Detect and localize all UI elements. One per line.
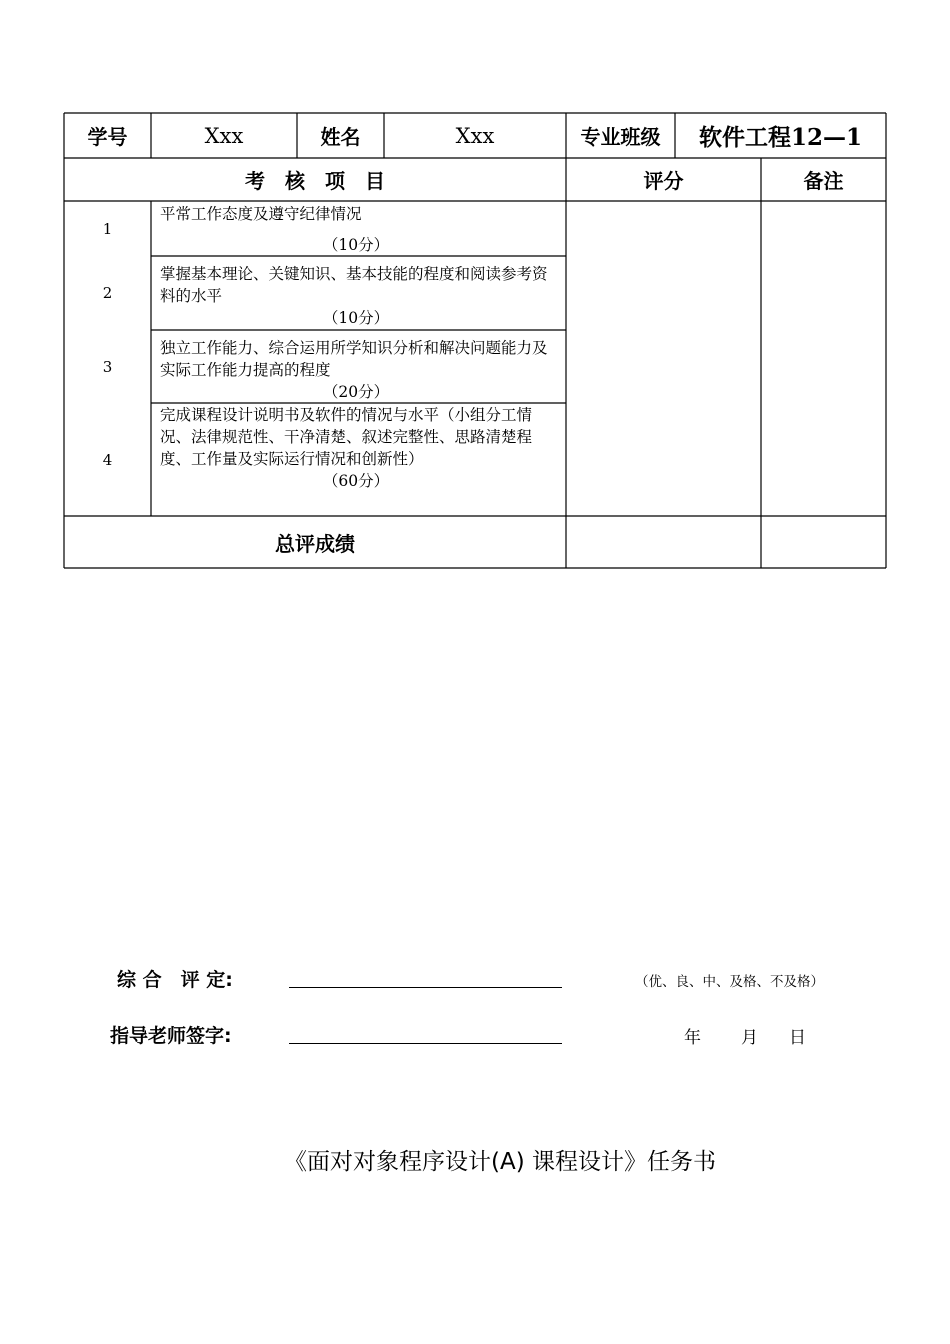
class-value: 软件工程12—1 — [698, 124, 862, 151]
name-value: Xxx — [455, 123, 495, 148]
item-points: （10分） — [322, 236, 390, 254]
item-text: 掌握基本理论、关键知识、基本技能的程度和阅读参考资料的水平 — [160, 265, 548, 305]
student-id-label: 学号 — [87, 125, 128, 149]
document-title: 《面对对象程序设计(A) 课程设计》任务书 — [284, 1149, 716, 1175]
item-text: 平常工作态度及遵守纪律情况 — [160, 205, 362, 223]
signature-field[interactable] — [289, 1043, 562, 1044]
items-column-header: 考 核 项 目 — [245, 169, 385, 193]
item-number: 3 — [102, 357, 113, 376]
item-points: （10分） — [322, 309, 390, 327]
date-month: 月 — [741, 1028, 758, 1048]
evaluation-label: 综 合 评 定: — [117, 969, 233, 991]
item-description — [160, 203, 552, 256]
item-number: 2 — [102, 284, 113, 302]
item-number: 4 — [102, 450, 113, 469]
evaluation-options: （优、良、中、及格、不及格） — [635, 974, 824, 990]
date-day: 日 — [789, 1028, 806, 1048]
class-label: 专业班级 — [580, 125, 661, 149]
item-text: 完成课程设计说明书及软件的情况与水平（小组分工情况、法律规范性、干净清楚、叙述完整性、思路清楚程度、工作量及实际运行情况和创新性） — [160, 406, 533, 468]
score-column-header: 评分 — [643, 169, 684, 193]
remarks-column-header: 备注 — [803, 169, 844, 193]
date-year: 年 — [684, 1028, 701, 1048]
item-description — [160, 263, 552, 329]
item-description — [160, 404, 552, 492]
item-text: 独立工作能力、综合运用所学知识分析和解决问题能力及实际工作能力提高的程度 — [160, 339, 548, 379]
name-label: 姓名 — [320, 125, 361, 149]
item-description — [160, 337, 552, 403]
item-points: （20分） — [322, 383, 390, 401]
total-score-label: 总评成绩 — [275, 531, 355, 556]
item-number: 1 — [102, 219, 113, 238]
evaluation-field[interactable] — [289, 987, 562, 988]
signature-label: 指导老师签字: — [110, 1025, 232, 1047]
item-points: （60分） — [322, 472, 390, 490]
student-id-value: Xxx — [204, 123, 244, 148]
